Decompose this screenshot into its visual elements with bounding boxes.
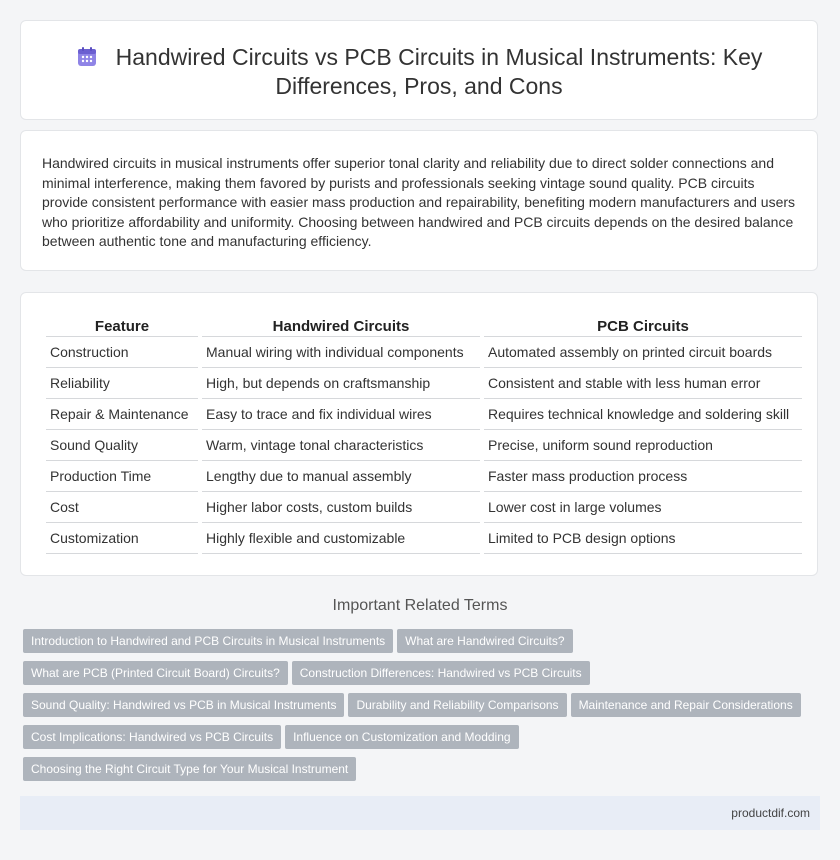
feature-cell: Customization — [46, 523, 198, 554]
handwired-cell: Highly flexible and customizable — [202, 523, 480, 554]
table-header-row — [46, 316, 802, 337]
site-name[interactable]: productdif.com — [731, 806, 810, 820]
summary-paragraph: Handwired circuits in musical instruments offer superior tonal clarity and reliability due to direct solder connections and minimal interference, making them favored by purists and professionals seeking vintage sound quality. PCB circuits provide consistent performance with easier mass production and repairability, benefiting modern manufacturers and users who prioritize affordability and uniformity. Choosing between handwired and PCB circuits depends on the desired balance between authentic tone and manufacturing efficiency. — [42, 155, 796, 249]
pcb-cell: Consistent and stable with less human error — [484, 368, 802, 399]
related-term-link[interactable]: Choosing the Right Circuit Type for Your Musical Instrument — [23, 757, 356, 781]
table-row — [46, 523, 802, 554]
related-terms-list — [23, 629, 813, 789]
related-terms-heading: Important Related Terms — [332, 597, 508, 614]
feature-cell: Cost — [46, 492, 198, 523]
table-row — [46, 461, 802, 492]
related-term-link[interactable]: Maintenance and Repair Considerations — [571, 693, 801, 717]
footer-bar — [20, 796, 820, 830]
handwired-cell: Lengthy due to manual assembly — [202, 461, 480, 492]
related-term-link[interactable]: Influence on Customization and Modding — [285, 725, 518, 749]
feature-cell: Reliability — [46, 368, 198, 399]
related-term-link[interactable]: Introduction to Handwired and PCB Circuits in Musical Instruments — [23, 629, 393, 653]
summary-card — [20, 130, 818, 271]
table-row — [46, 492, 802, 523]
page-title-wrap — [21, 43, 817, 101]
calendar-icon — [76, 46, 98, 68]
handwired-cell: Manual wiring with individual components — [202, 337, 480, 368]
header-card — [20, 20, 818, 120]
table-row — [46, 399, 802, 430]
pcb-cell: Faster mass production process — [484, 461, 802, 492]
related-term-link[interactable]: Sound Quality: Handwired vs PCB in Musical Instruments — [23, 693, 344, 717]
related-term-link[interactable]: Durability and Reliability Comparisons — [348, 693, 566, 717]
comparison-card — [20, 292, 818, 576]
table-row — [46, 430, 802, 461]
related-term-link[interactable]: What are PCB (Printed Circuit Board) Circuits? — [23, 661, 288, 685]
header-pcb: PCB Circuits — [484, 316, 802, 337]
related-term-link[interactable]: Cost Implications: Handwired vs PCB Circuits — [23, 725, 281, 749]
feature-cell: Sound Quality — [46, 430, 198, 461]
pcb-cell: Lower cost in large volumes — [484, 492, 802, 523]
handwired-cell: Easy to trace and fix individual wires — [202, 399, 480, 430]
comparison-table — [42, 316, 806, 554]
table-row — [46, 337, 802, 368]
related-term-link[interactable]: Construction Differences: Handwired vs PCB Circuits — [292, 661, 590, 685]
related-term-link[interactable]: What are Handwired Circuits? — [397, 629, 572, 653]
handwired-cell: Higher labor costs, custom builds — [202, 492, 480, 523]
table-row — [46, 368, 802, 399]
feature-cell: Construction — [46, 337, 198, 368]
feature-cell: Repair & Maintenance — [46, 399, 198, 430]
handwired-cell: High, but depends on craftsmanship — [202, 368, 480, 399]
feature-cell: Production Time — [46, 461, 198, 492]
handwired-cell: Warm, vintage tonal characteristics — [202, 430, 480, 461]
header-handwired: Handwired Circuits — [202, 316, 480, 337]
header-feature: Feature — [46, 316, 198, 337]
pcb-cell: Limited to PCB design options — [484, 523, 802, 554]
pcb-cell: Requires technical knowledge and soldering skill — [484, 399, 802, 430]
pcb-cell: Automated assembly on printed circuit boards — [484, 337, 802, 368]
pcb-cell: Precise, uniform sound reproduction — [484, 430, 802, 461]
page-title: Handwired Circuits vs PCB Circuits in Musical Instruments: Key Differences, Pros, and Cons — [115, 44, 763, 99]
